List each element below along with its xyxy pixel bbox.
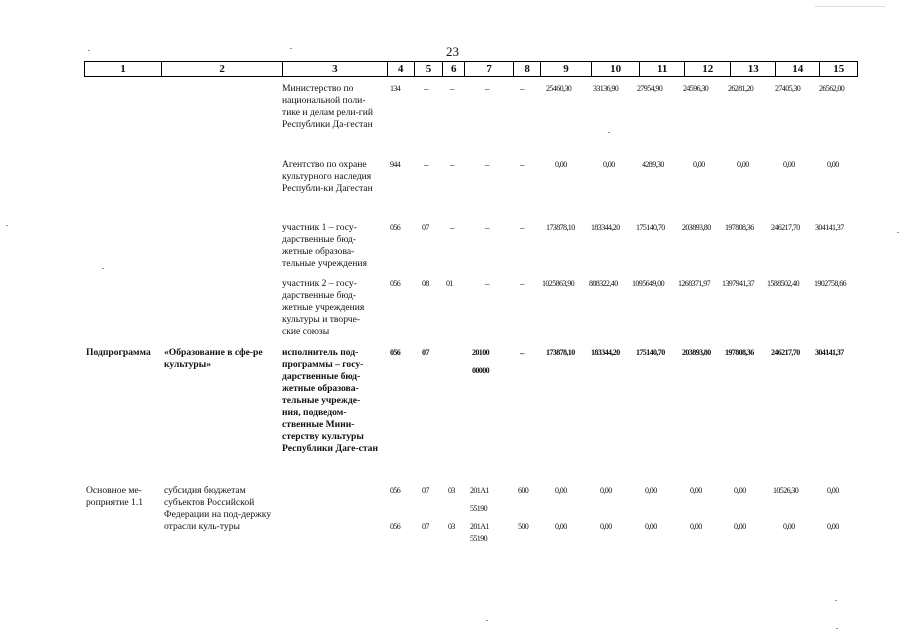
- row-0-col12: 24596,30: [683, 84, 709, 93]
- row-3-col12: 1268371,97: [678, 279, 711, 288]
- row-0-col13: 26281,20: [728, 84, 754, 93]
- row-5-col13: 0,00: [734, 486, 746, 495]
- row-1-col11: 4289,30: [642, 160, 664, 169]
- row-2-col8: –: [520, 223, 525, 233]
- row-4-col10: 183344,20: [591, 348, 620, 357]
- row-4-col8: –: [520, 348, 525, 358]
- row-6-col5: 07: [422, 522, 429, 531]
- activity-title: субсидия бюджетам субъектов Российской Федерации на под-держку отрасли куль-туры: [164, 485, 272, 532]
- row-2-col13: 197808,36: [725, 223, 754, 232]
- row-5-col14: 10526,30: [773, 486, 799, 495]
- row-0-executor: Министерство по национальной поли-тике и делам рели-гий Республики Да-гестан: [282, 83, 373, 130]
- scan-speck: [6, 225, 8, 226]
- row-3-col11: 1095649,00: [632, 279, 665, 288]
- header-col-8: 8: [513, 62, 540, 77]
- row-3-col10: 888322,40: [589, 279, 618, 288]
- row-1-col4: 944: [390, 160, 401, 169]
- header-col-1: 1: [85, 62, 162, 77]
- row-5-col4: 056: [390, 486, 401, 495]
- header-col-2: 2: [161, 62, 282, 77]
- row-3-col5: 08: [422, 279, 429, 288]
- row-5-col6: 03: [448, 486, 455, 495]
- row-2-executor: участник 1 – госу-дарственные бюд-жетные образова-тельные учреждения: [282, 222, 367, 269]
- row-6-col9: 0,00: [555, 522, 567, 531]
- row-1-col14: 0,00: [783, 160, 795, 169]
- scan-speck: [608, 132, 610, 133]
- header-col-10: 10: [591, 62, 640, 77]
- scan-edge-line: [815, 6, 885, 7]
- row-0-col9: 25460,30: [546, 84, 572, 93]
- row-2-col10: 183344,20: [591, 223, 620, 232]
- row-5-col9: 0,00: [555, 486, 567, 495]
- row-6-col4: 056: [390, 522, 401, 531]
- header-col-13: 13: [731, 62, 776, 77]
- row-0-col14: 27405,30: [775, 84, 801, 93]
- header-col-14: 14: [775, 62, 820, 77]
- row-1-col8: –: [520, 160, 525, 170]
- header-col-9: 9: [541, 62, 592, 77]
- scan-speck: [88, 50, 90, 51]
- row-0-col4: 134: [390, 84, 401, 93]
- row-2-col4: 056: [390, 223, 401, 232]
- row-4-col13: 197808,36: [725, 348, 754, 357]
- row-2-col15: 304141,37: [815, 223, 844, 232]
- row-2-col5: 07: [422, 223, 429, 232]
- row-6-col11: 0,00: [645, 522, 657, 531]
- scan-speck: [897, 232, 899, 233]
- subprogram-label: Подпрограмма: [86, 347, 151, 358]
- row-1-col10: 0,00: [603, 160, 615, 169]
- header-col-6: 6: [443, 62, 465, 77]
- row-1-col9: 0,00: [555, 160, 567, 169]
- row-5-col10: 0,00: [600, 486, 612, 495]
- row-1-col5: –: [424, 160, 429, 170]
- page-number: 23: [446, 44, 459, 59]
- column-header-table: [84, 61, 858, 77]
- row-1-col13: 0,00: [737, 160, 749, 169]
- row-4-col15: 304141,37: [815, 348, 844, 357]
- header-row: [85, 62, 858, 77]
- header-col-12: 12: [684, 62, 731, 77]
- row-3-col15: 1902758,66: [814, 279, 847, 288]
- row-0-col5: –: [424, 84, 429, 94]
- row-2-col9: 173878,10: [546, 223, 575, 232]
- row-6-col12: 0,00: [690, 522, 702, 531]
- row-2-col6: –: [450, 223, 455, 233]
- row-6-col8: 500: [518, 522, 529, 531]
- row-0-col11: 27954,90: [637, 84, 663, 93]
- row-0-col7: –: [485, 84, 490, 94]
- row-3-col7: –: [485, 279, 490, 289]
- row-0-col8: –: [520, 84, 525, 94]
- row-3-col13: 1397941,37: [722, 279, 755, 288]
- subprogram-title: «Образование в сфе-ре культуры»: [164, 347, 263, 370]
- header-col-7: 7: [465, 62, 514, 77]
- row-2-col7: –: [485, 223, 490, 233]
- row-5-col7-code: 201А1: [470, 486, 489, 495]
- row-6-col7-code: 201А1: [470, 522, 489, 531]
- row-5-col12: 0,00: [690, 486, 702, 495]
- row-4-col14: 246217,70: [771, 348, 800, 357]
- subprogram-executor: исполнитель под-программы – госу-дарственные бюд-жетные образова-тельные учрежде-ния, подведом-ственные Мини-стерству культуры Республики Даге-стан: [282, 347, 378, 454]
- row-4-col9: 173878,10: [546, 348, 575, 357]
- header-col-15: 15: [820, 62, 858, 77]
- row-5-col15: 0,00: [827, 486, 839, 495]
- row-4-col7-code2: 00000: [472, 366, 490, 375]
- scan-speck: [835, 600, 837, 601]
- row-0-col10: 33136,90: [593, 84, 619, 93]
- row-5-col5: 07: [422, 486, 429, 495]
- row-4-col11: 175140,70: [636, 348, 665, 357]
- row-3-col9: 1025863,90: [542, 279, 575, 288]
- row-4-col12: 203893,80: [682, 348, 711, 357]
- row-0-col15: 26562,00: [819, 84, 845, 93]
- row-4-col5: 07: [422, 348, 429, 357]
- scan-speck: [836, 628, 838, 629]
- row-3-col4: 056: [390, 279, 401, 288]
- scan-speck: [486, 620, 488, 621]
- row-4-col7-code: 20100: [472, 348, 490, 357]
- row-3-col8: –: [520, 279, 525, 289]
- row-6-col13: 0,00: [734, 522, 746, 531]
- header-col-11: 11: [640, 62, 685, 77]
- row-3-col6: 01: [446, 279, 453, 288]
- scan-speck: [102, 268, 104, 269]
- row-6-col6: 03: [448, 522, 455, 531]
- row-3-executor: участник 2 – госу-дарственные бюд-жетные учреждения культуры и творче-ские союзы: [282, 278, 365, 337]
- row-2-col14: 246217,70: [771, 223, 800, 232]
- row-0-col6: –: [450, 84, 455, 94]
- row-1-col7: –: [485, 160, 490, 170]
- row-2-col12: 203893,80: [682, 223, 711, 232]
- row-4-col4: 056: [390, 348, 401, 357]
- row-1-col15: 0,00: [827, 160, 839, 169]
- row-3-col14: 1588502,40: [767, 279, 800, 288]
- scan-speck: [290, 48, 292, 49]
- row-1-col12: 0,00: [693, 160, 705, 169]
- row-5-col7-code2: 55190: [470, 504, 488, 513]
- header-col-3: 3: [283, 62, 387, 77]
- header-col-4: 4: [387, 62, 414, 77]
- row-5-col11: 0,00: [645, 486, 657, 495]
- row-6-col15: 0,00: [827, 522, 839, 531]
- row-6-col10: 0,00: [600, 522, 612, 531]
- row-2-col11: 175140,70: [636, 223, 665, 232]
- row-5-col8: 600: [518, 486, 529, 495]
- row-1-col6: –: [450, 160, 455, 170]
- row-1-executor: Агентство по охране культурного наследия Республи-ки Дагестан: [282, 159, 373, 194]
- header-col-5: 5: [414, 62, 442, 77]
- row-6-col14: 0,00: [783, 522, 795, 531]
- activity-label: Основное ме-роприятие 1.1: [86, 485, 144, 508]
- row-6-col7-code2: 55190: [470, 534, 488, 543]
